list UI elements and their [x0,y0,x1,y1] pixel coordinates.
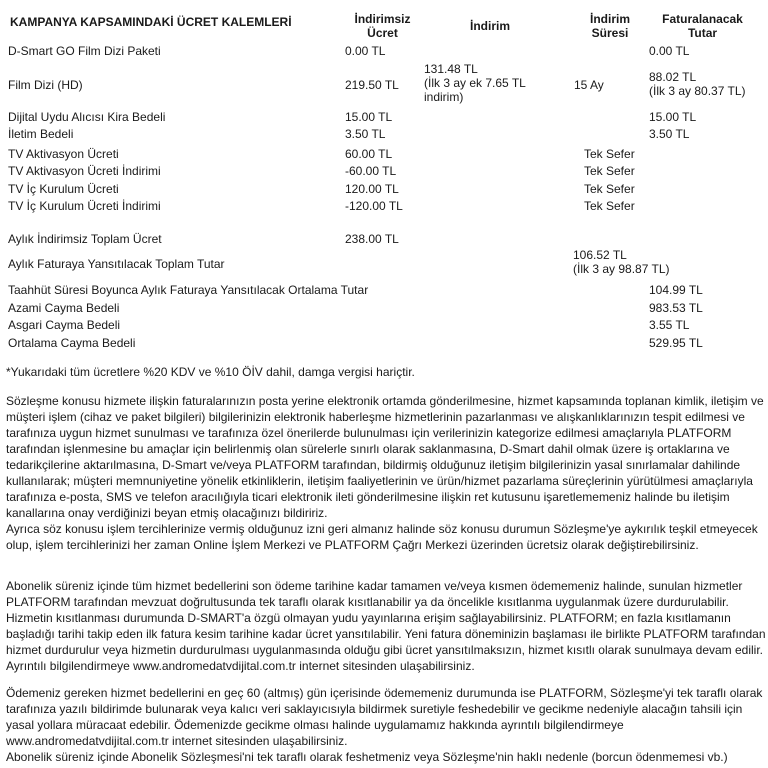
row-price: -60.00 TL [345,164,397,178]
summary-label: Ortalama Cayma Bedeli [8,336,136,350]
row-price: 219.50 TL [345,78,399,92]
footnote: *Yukarıdaki tüm ücretlere %20 KDV ve %10 ÖİV dahil, damga vergisi hariçtir. [6,365,415,379]
row-period: Tek Sefer [584,199,635,213]
summary-value: 983.53 TL [649,301,703,315]
row-name: TV Aktivasyon Ücreti [8,147,119,161]
row-name: TV Aktivasyon Ücreti İndirimi [8,164,161,178]
summary-label: Azami Cayma Bedeli [8,301,120,315]
row-period: 15 Ay [574,78,604,92]
summary-label: Taahhüt Süresi Boyunca Aylık Faturaya Yansıtılacak Ortalama Tutar [8,283,369,297]
summary-label: Asgari Cayma Bedeli [8,318,121,332]
header-undiscounted [340,12,425,40]
invoice-total-line1: 106.52 TL [573,248,627,262]
row-name: D-Smart GO Film Dizi Paketi [8,44,161,58]
row-price: -120.00 TL [345,199,403,213]
payment-restriction-paragraph: Abonelik süreniz içinde tüm hizmet bedellerini son ödeme tarihine kadar tamamen ve/veya kısmen ödememeniz halinde, sunulan hizmetler PLATFORM tarafından mevzuat doğrultusunda tek taraflı olarak kısıtlanabilir ya da öncelikle kısıtlanma uygulanmak üzere durdurulabilir. Hizmetin kısıtlanması durumunda D-SMART'a özgü olmayan yudu yayınlarına erişim sağlayabilirsiniz. PLATFORM; en fazla kısıtlamanın başladığı tarihi takip eden ilk fatura kesim tarihine kadar ücret yansıtılabilir. Yeni fatura döneminizin başlaması ile birlikte PLATFORM tarafından hizmet durdurulur veya hizmetin durdurulması uygulanmasında olduğu gibi ücret yansıtılmaksızın, hizmet kısıtlı olarak sunulmaya devam edilir. Ayrıntılı bilgilendirmeye www.andromedatvdijital.com.tr internet sitesinden ulaşabilirsiniz. [6,579,766,673]
row-name: Dijital Uydu Alıcısı Kira Bedeli [8,110,166,124]
row-discount-line3: indirim) [424,90,464,104]
row-invoiced [649,70,746,98]
row-price: 15.00 TL [345,110,393,124]
preference-paragraph: Ayrıca söz konusu işlem tercihlerinize vermiş olduğunuz izni geri almanız halinde söz konusu durumun Sözleşme'ye aykırılık teşkil etmeyecek olup, işlem tercihlerinizi her zaman Online İşlem Merkezi ve PLATFORM Çağrı Merkezi üzerinden ücretsiz olarak değiştirebilirsiniz. [6,522,758,552]
header-discount-period-line1: İndirim [589,12,630,26]
row-invoiced: 3.50 TL [649,127,690,141]
row-name: İletim Bedeli [8,127,74,141]
row-period: Tek Sefer [584,182,635,196]
invoice-total-line2: (İlk 3 ay 98.87 TL) [573,262,670,276]
header-discount-period-line2: Süresi [591,26,629,40]
header-invoiced-line1: Faturalanacak [662,12,743,26]
row-invoiced: 15.00 TL [649,110,697,124]
header-invoiced [645,12,760,40]
row-price: 120.00 TL [345,182,399,196]
row-price: 0.00 TL [345,44,386,58]
invoice-total-label: Aylık Faturaya Yansıtılacak Toplam Tutar [8,257,225,271]
consent-paragraph: Sözleşme konusu hizmete ilişkin faturalarınızın posta yerine elektronik ortamda gönderilmesine, hizmet kapsamında toplanan kimlik, iletişim ve müşteri işlem (cihaz ve paket bilgileri) bilgilerinizin elektronik haberleşme hizmetlerinin pazarlanması ve alışkanlıklarınızın tespit edilmesi ve tarafınıza uygun hizmet sunulması ve tarafınıza özel önerilerde bulunulması için verilerinizin kategorize edilmesi amaçlarıyla PLATFORM tarafından işlenmesine bu amaçlar için belirlenmiş olan sürelerle sınırlı olarak saklanmasına, D-Smart dahil olmak üzere iş ortaklarına ve tedarikçilerine aktarılmasına, D-Smart ve/veya PLATFORM tarafından, bildirmiş olduğunuz iletişim bilgilerinizin yasal sınırlamalar dahilinde kullanılarak; müşteri memnuniyetine yönelik etkinliklerin, iletişim faaliyetlerinin ve ürün/hizmet pazarlama süreçlerinin yürütülmesi amaçlarıyla tarafınıza e-posta, SMS ve telefon aracılığıyla ticari elektronik ileti gönderilmesine ilişkin ret kutusunu işaretlememeniz halinde bu iletişim kanallarına onay verdiğinizi beyan etmiş olacağınızı bildiririz. [6,394,764,520]
row-price: 60.00 TL [345,147,393,161]
row-invoiced-line2: (İlk 3 ay 80.37 TL) [649,84,746,98]
row-name: TV İç Kurulum Ücreti İndirimi [8,199,161,213]
header-undiscounted-line2: Ücret [367,26,398,40]
monthly-total-value: 238.00 TL [345,232,399,246]
monthly-total-label: Aylık İndirimsiz Toplam Ücret [8,232,162,246]
invoice-total-value [573,248,670,276]
row-name: TV İç Kurulum Ücreti [8,182,119,196]
row-discount [424,62,526,104]
header-undiscounted-line1: İndirimsiz [354,12,411,26]
row-invoiced: 0.00 TL [649,44,690,58]
row-name: Film Dizi (HD) [8,78,83,92]
row-period: Tek Sefer [584,147,635,161]
summary-value: 104.99 TL [649,283,703,297]
row-invoiced-line1: 88.02 TL [649,70,697,84]
row-price: 3.50 TL [345,127,386,141]
header-invoiced-line2: Tutar [687,26,718,40]
header-item: KAMPANYA KAPSAMINDAKİ ÜCRET KALEMLERİ [10,15,292,29]
header-discount: İndirim [469,19,510,33]
row-period: Tek Sefer [584,164,635,178]
summary-value: 3.55 TL [649,318,690,332]
termination-paragraph: Ödemeniz gereken hizmet bedellerini en geç 60 (altmış) gün içerisinde ödememeniz durumunda ise PLATFORM, Sözleşme'yi tek taraflı olarak tarafınıza yazılı bildirimde bulunarak veya kalıcı veri saklayıcısıyla bildirmek suretiyle feshedebilir ve gecikme nedeniyle alacağın tahsili için yasal yollara müracaat edebilir. Ödemenizde gecikme olması halinde uygulamamız hakkında ayrıntılı bilgilendirmeye www.andromedatvdijital.com.tr internet sitesinden ulaşabilirsiniz. [6,686,763,748]
contract-paragraph: Abonelik süreniz içinde Abonelik Sözleşmesi'ni tek taraflı olarak feshetmeniz veya Sözleşme'nin haklı nedenle (borcun ödenmemesi vb.) [6,750,728,764]
row-discount-line1: 131.48 TL [424,62,478,76]
header-discount-period [580,12,640,40]
summary-value: 529.95 TL [649,336,703,350]
row-discount-line2: (İlk 3 ay ek 7.65 TL [424,76,526,90]
